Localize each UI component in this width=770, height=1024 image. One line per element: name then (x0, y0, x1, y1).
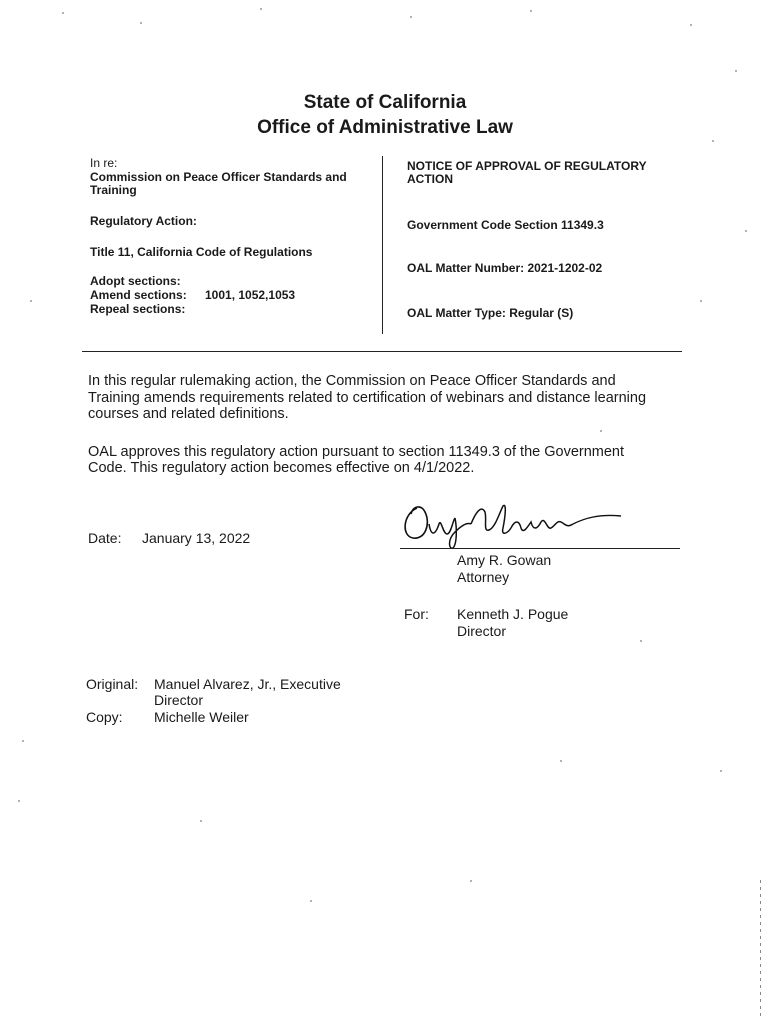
original-recipient-line-1: Manuel Alvarez, Jr., Executive (154, 676, 341, 692)
signer-title: Attorney (457, 569, 510, 585)
original-label: Original: (86, 676, 139, 692)
amend-sections-value: 1001, 1052,1053 (205, 288, 296, 302)
notice-title-line-1: NOTICE OF APPROVAL OF REGULATORY (407, 159, 647, 173)
header-office: Office of Administrative Law (257, 117, 513, 138)
for-title: Director (457, 623, 507, 639)
column-divider (382, 156, 383, 334)
signature-line (400, 548, 680, 549)
paragraph-1-line-2: Training amends requirements related to certification of webinars and distance learning (88, 390, 647, 406)
scan-edge-marks (760, 880, 761, 1020)
amend-sections-label: Amend sections: (90, 288, 187, 302)
party-line-2: Training (90, 183, 137, 197)
paragraph-2-line-2: Code. This regulatory action becomes effective on 4/1/2022. (88, 460, 475, 476)
copy-label: Copy: (86, 709, 123, 725)
oal-matter-type: OAL Matter Type: Regular (S) (407, 306, 574, 320)
repeal-sections-label: Repeal sections: (90, 302, 186, 316)
regulatory-action-label: Regulatory Action: (90, 214, 197, 228)
adopt-sections-label: Adopt sections: (90, 274, 181, 288)
original-recipient-line-2: Director (154, 692, 204, 708)
oal-matter-number: OAL Matter Number: 2021-1202-02 (407, 261, 603, 275)
for-label: For: (404, 606, 429, 622)
in-re-label: In re: (90, 156, 118, 170)
notice-title-line-2: ACTION (407, 172, 453, 186)
government-code-section: Government Code Section 11349.3 (407, 218, 604, 232)
copy-recipient: Michelle Weiler (154, 709, 249, 725)
date-label: Date: (88, 530, 122, 546)
title-reference: Title 11, California Code of Regulations (90, 245, 313, 259)
header-state: State of California (303, 92, 467, 113)
section-divider (82, 351, 682, 352)
handwritten-signature (395, 484, 625, 550)
date-value: January 13, 2022 (142, 530, 251, 546)
paragraph-1-line-3: courses and related definitions. (88, 406, 289, 422)
for-name: Kenneth J. Pogue (457, 606, 569, 622)
party-line-1: Commission on Peace Officer Standards and (90, 170, 347, 184)
paragraph-2-line-1: OAL approves this regulatory action pursuant to section 11349.3 of the Government (88, 444, 625, 460)
paragraph-1-line-1: In this regular rulemaking action, the Commission on Peace Officer Standards and (88, 373, 616, 389)
signer-name: Amy R. Gowan (457, 552, 552, 568)
